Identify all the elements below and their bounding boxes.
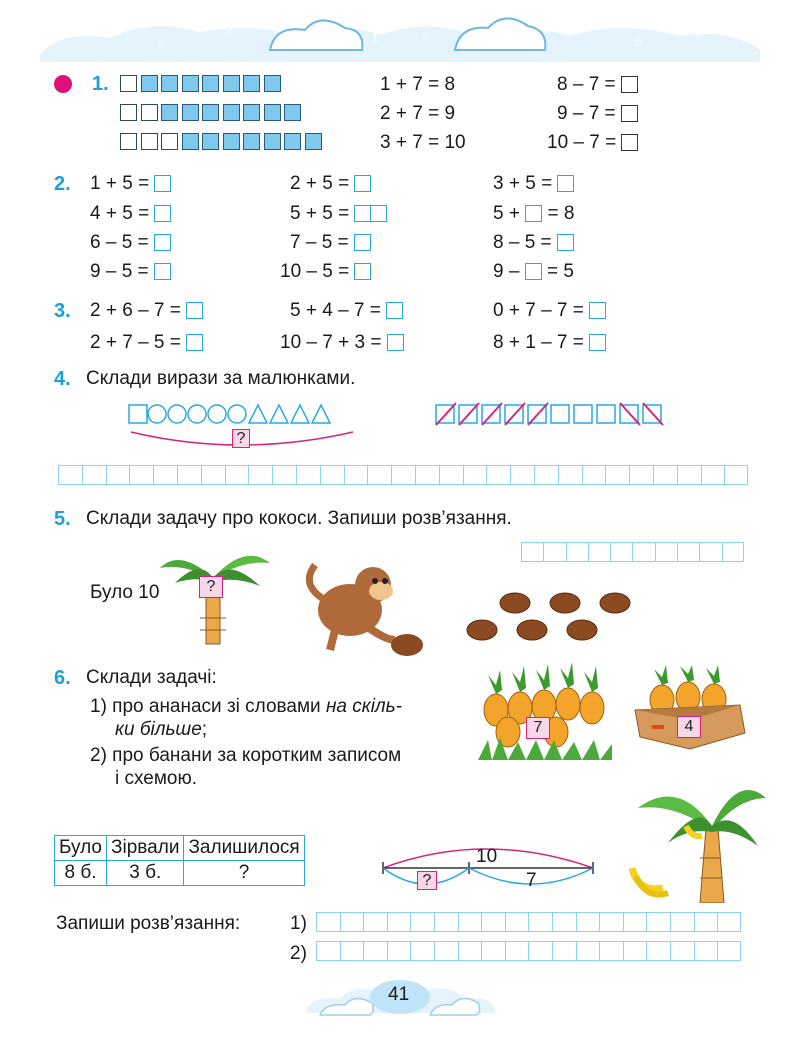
answer-box[interactable] xyxy=(154,205,171,222)
ex1-task: 10 – 7 = xyxy=(547,132,638,154)
grid-cell[interactable] xyxy=(576,941,600,961)
header-number: 2 xyxy=(422,31,429,45)
header-number: 8 xyxy=(695,25,702,39)
answer-grid[interactable] xyxy=(521,542,744,562)
header-number: 1 xyxy=(372,31,379,45)
grid-cell[interactable] xyxy=(340,912,364,932)
filled-square xyxy=(264,75,281,92)
grid-cell[interactable] xyxy=(344,465,368,485)
grid-cell[interactable] xyxy=(694,941,718,961)
answer-box[interactable] xyxy=(557,234,574,251)
ex3-expr: 10 – 7 + 3 = xyxy=(280,332,404,354)
grid-cell[interactable] xyxy=(106,465,130,485)
grid-cell[interactable] xyxy=(610,542,632,562)
ex2-expr: 3 + 5 = xyxy=(493,173,574,195)
grid-cell[interactable] xyxy=(363,912,387,932)
grid-cell[interactable] xyxy=(410,912,434,932)
exercise-5-number: 5. xyxy=(54,508,71,530)
answer-box[interactable] xyxy=(589,334,606,351)
grid-cell[interactable] xyxy=(391,465,415,485)
answer-box[interactable] xyxy=(354,234,371,251)
grid-cell[interactable] xyxy=(528,912,552,932)
table-cell: 3 б. xyxy=(107,861,184,886)
header-number: 6 xyxy=(635,35,642,49)
grid-cell[interactable] xyxy=(505,912,529,932)
grid-cell[interactable] xyxy=(486,465,510,485)
filled-square xyxy=(202,133,219,150)
answer-box[interactable] xyxy=(621,76,638,93)
filled-square xyxy=(202,104,219,121)
ex3-expr: 8 + 1 – 7 = xyxy=(493,332,606,354)
ex3-expr: 2 + 7 – 5 = xyxy=(90,332,203,354)
ex2-expr: 9 – = 5 xyxy=(493,261,574,282)
ex2-expr: 4 + 5 = xyxy=(90,203,171,225)
table-cell: 8 б. xyxy=(55,861,107,886)
answer-box[interactable] xyxy=(557,175,574,192)
crossed-squares-picture xyxy=(433,400,678,430)
scheme-known-part: 7 xyxy=(526,870,537,891)
ex6-item-1: 1) про ананаси зі словами на скіль- xyxy=(90,696,402,717)
grid-cell[interactable] xyxy=(434,912,458,932)
grid-cell[interactable] xyxy=(363,941,387,961)
grid-cell[interactable] xyxy=(505,941,529,961)
grid-cell[interactable] xyxy=(463,465,487,485)
filled-square xyxy=(141,75,158,92)
scheme-total: 10 xyxy=(476,846,498,867)
question-box: ? xyxy=(199,576,223,598)
grid-cell[interactable] xyxy=(410,941,434,961)
count-box: 7 xyxy=(526,717,550,739)
header-number: 5 xyxy=(158,35,165,49)
exercise-4-number: 4. xyxy=(54,368,71,390)
filled-square xyxy=(202,75,219,92)
grid-cell[interactable] xyxy=(552,912,576,932)
short-record-table xyxy=(54,835,305,886)
ex2-expr: 9 – 5 = xyxy=(90,261,171,283)
grid-cell[interactable] xyxy=(701,465,725,485)
filled-square xyxy=(264,133,281,150)
ex3-expr: 0 + 7 – 7 = xyxy=(493,300,606,322)
ex6-item-2-cont: і схемою. xyxy=(115,768,198,789)
filled-square xyxy=(161,104,178,121)
grid-cell[interactable] xyxy=(576,912,600,932)
ex2-expr: 2 + 5 = xyxy=(290,173,371,195)
empty-square xyxy=(141,104,158,121)
header-number: 0 xyxy=(398,15,405,29)
filled-square xyxy=(243,75,260,92)
grid-cell[interactable] xyxy=(521,542,543,562)
grid-cell[interactable] xyxy=(677,465,701,485)
header-clouds xyxy=(0,0,800,70)
filled-square xyxy=(182,133,199,150)
table-header: Залишилося xyxy=(184,836,304,861)
ex1-task: 8 – 7 = xyxy=(557,74,638,96)
page-number: 41 xyxy=(388,984,410,1005)
solution-line-2-label: 2) xyxy=(290,943,307,964)
answer-grid[interactable] xyxy=(316,941,741,961)
exercise-3-number: 3. xyxy=(54,300,71,322)
pineapple-icon xyxy=(478,660,613,760)
ex1-task: 9 – 7 = xyxy=(557,103,638,125)
grid-cell[interactable] xyxy=(320,465,344,485)
exercise-6-number: 6. xyxy=(54,667,71,689)
grid-cell[interactable] xyxy=(552,941,576,961)
grid-cell[interactable] xyxy=(201,465,225,485)
answer-box[interactable] xyxy=(186,302,203,319)
filled-square xyxy=(284,133,301,150)
grid-cell[interactable] xyxy=(439,465,463,485)
ex1-equation: 2 + 7 = 9 xyxy=(380,103,456,124)
filled-square xyxy=(223,133,240,150)
grid-cell[interactable] xyxy=(655,542,677,562)
grid-cell[interactable] xyxy=(646,912,670,932)
grid-cell[interactable] xyxy=(632,542,654,562)
grid-cell[interactable] xyxy=(510,465,534,485)
grid-cell[interactable] xyxy=(481,912,505,932)
grid-cell[interactable] xyxy=(458,941,482,961)
grid-cell[interactable] xyxy=(316,941,340,961)
filled-square xyxy=(284,104,301,121)
ex5-was-label: Було 10 xyxy=(90,582,160,603)
grid-cell[interactable] xyxy=(722,542,744,562)
grid-cell[interactable] xyxy=(528,941,552,961)
grid-cell[interactable] xyxy=(599,941,623,961)
grid-cell[interactable] xyxy=(481,941,505,961)
grid-cell[interactable] xyxy=(623,941,647,961)
grid-cell[interactable] xyxy=(717,941,741,961)
grid-cell[interactable] xyxy=(225,465,249,485)
filled-square xyxy=(223,75,240,92)
empty-square xyxy=(141,133,158,150)
grid-cell[interactable] xyxy=(605,465,629,485)
grid-cell[interactable] xyxy=(296,465,320,485)
empty-square xyxy=(120,133,137,150)
grid-cell[interactable] xyxy=(623,912,647,932)
header-number: 7 xyxy=(108,27,115,41)
ex2-expr: 5 + = 8 xyxy=(493,203,575,224)
ex4-instruction: Склади вирази за малюнками. xyxy=(86,368,356,389)
answer-box[interactable] xyxy=(370,205,387,222)
grid-cell[interactable] xyxy=(272,465,296,485)
answer-box[interactable] xyxy=(154,263,171,280)
filled-square xyxy=(223,104,240,121)
exercise-2-number: 2. xyxy=(54,173,71,195)
answer-box[interactable] xyxy=(354,263,371,280)
grid-cell[interactable] xyxy=(458,912,482,932)
grid-cell[interactable] xyxy=(534,465,558,485)
banana-palm-icon xyxy=(628,768,768,903)
answer-box[interactable] xyxy=(154,234,171,251)
ex1-equation: 1 + 7 = 8 xyxy=(380,74,456,95)
grid-cell[interactable] xyxy=(543,542,565,562)
grid-cell[interactable] xyxy=(629,465,653,485)
question-box: ? xyxy=(232,429,250,448)
filled-square xyxy=(305,133,322,150)
ex3-expr: 5 + 4 – 7 = xyxy=(290,300,403,322)
empty-square xyxy=(120,104,137,121)
answer-box[interactable] xyxy=(354,175,371,192)
exercise-1-number: 1. xyxy=(92,73,109,95)
ex6-item-2: 2) про банани за коротким записом xyxy=(90,745,402,766)
ex6-item-1-cont: ки більше; xyxy=(115,719,208,740)
ex1-equation: 3 + 7 = 10 xyxy=(380,132,466,153)
filled-square xyxy=(243,104,260,121)
answer-box[interactable] xyxy=(386,302,403,319)
header-number: 3 xyxy=(225,25,232,39)
grid-cell[interactable] xyxy=(82,465,106,485)
answer-box[interactable] xyxy=(621,105,638,122)
count-box: 4 xyxy=(677,716,701,738)
empty-square xyxy=(120,75,137,92)
grid-cell[interactable] xyxy=(588,542,610,562)
ex2-expr: 1 + 5 = xyxy=(90,173,171,195)
grid-cell[interactable] xyxy=(387,912,411,932)
grid-cell[interactable] xyxy=(724,465,748,485)
filled-square xyxy=(182,75,199,92)
answer-box[interactable] xyxy=(154,175,171,192)
filled-square xyxy=(264,104,281,121)
solution-line-1-label: 1) xyxy=(290,913,307,934)
grid-cell[interactable] xyxy=(566,542,588,562)
grid-cell[interactable] xyxy=(153,465,177,485)
grid-cell[interactable] xyxy=(717,912,741,932)
grid-cell[interactable] xyxy=(653,465,677,485)
ex2-expr: 10 – 5 = xyxy=(280,261,371,283)
table-header: Було xyxy=(55,836,107,861)
grid-cell[interactable] xyxy=(677,542,699,562)
ex2-expr: 7 – 5 = xyxy=(290,232,371,254)
grid-cell[interactable] xyxy=(699,542,721,562)
solution-label: Запиши розв’язання: xyxy=(56,913,241,934)
empty-square xyxy=(161,133,178,150)
grid-cell[interactable] xyxy=(670,912,694,932)
answer-box[interactable] xyxy=(525,263,542,280)
grid-cell[interactable] xyxy=(316,912,340,932)
header-number: 4 xyxy=(570,23,577,37)
answer-box[interactable] xyxy=(354,205,371,222)
grid-cell[interactable] xyxy=(340,941,364,961)
grid-cell[interactable] xyxy=(582,465,606,485)
answer-grid[interactable] xyxy=(58,465,748,485)
answer-box[interactable] xyxy=(387,334,404,351)
filled-square xyxy=(182,104,199,121)
grid-cell[interactable] xyxy=(58,465,82,485)
exercise-marker-dot xyxy=(54,75,72,93)
table-header: Зірвали xyxy=(107,836,184,861)
monkey-icon xyxy=(295,545,435,665)
grid-cell[interactable] xyxy=(248,465,272,485)
answer-grid[interactable] xyxy=(316,912,741,932)
grid-cell[interactable] xyxy=(129,465,153,485)
ex2-expr: 8 – 5 = xyxy=(493,232,574,254)
grid-cell[interactable] xyxy=(558,465,582,485)
ex3-expr: 2 + 6 – 7 = xyxy=(90,300,203,322)
grid-cell[interactable] xyxy=(367,465,391,485)
grid-cell[interactable] xyxy=(177,465,201,485)
grid-cell[interactable] xyxy=(387,941,411,961)
grid-cell[interactable] xyxy=(694,912,718,932)
ex5-instruction: Склади задачу про кокоси. Запиши розв’язання. xyxy=(86,508,512,529)
grid-cell[interactable] xyxy=(434,941,458,961)
ex6-instruction: Склади задачі: xyxy=(86,667,217,688)
table-cell: ? xyxy=(184,861,304,886)
grid-cell[interactable] xyxy=(599,912,623,932)
answer-box[interactable] xyxy=(589,302,606,319)
question-box: ? xyxy=(417,871,437,890)
answer-box[interactable] xyxy=(186,334,203,351)
filled-square xyxy=(243,133,260,150)
answer-box[interactable] xyxy=(621,134,638,151)
answer-box[interactable] xyxy=(525,205,542,222)
grid-cell[interactable] xyxy=(670,941,694,961)
grid-cell[interactable] xyxy=(646,941,670,961)
grid-cell[interactable] xyxy=(415,465,439,485)
ex2-expr: 6 – 5 = xyxy=(90,232,171,254)
coconut-icon xyxy=(460,585,640,655)
filled-square xyxy=(161,75,178,92)
ex2-expr: 5 + 5 = xyxy=(290,203,387,225)
